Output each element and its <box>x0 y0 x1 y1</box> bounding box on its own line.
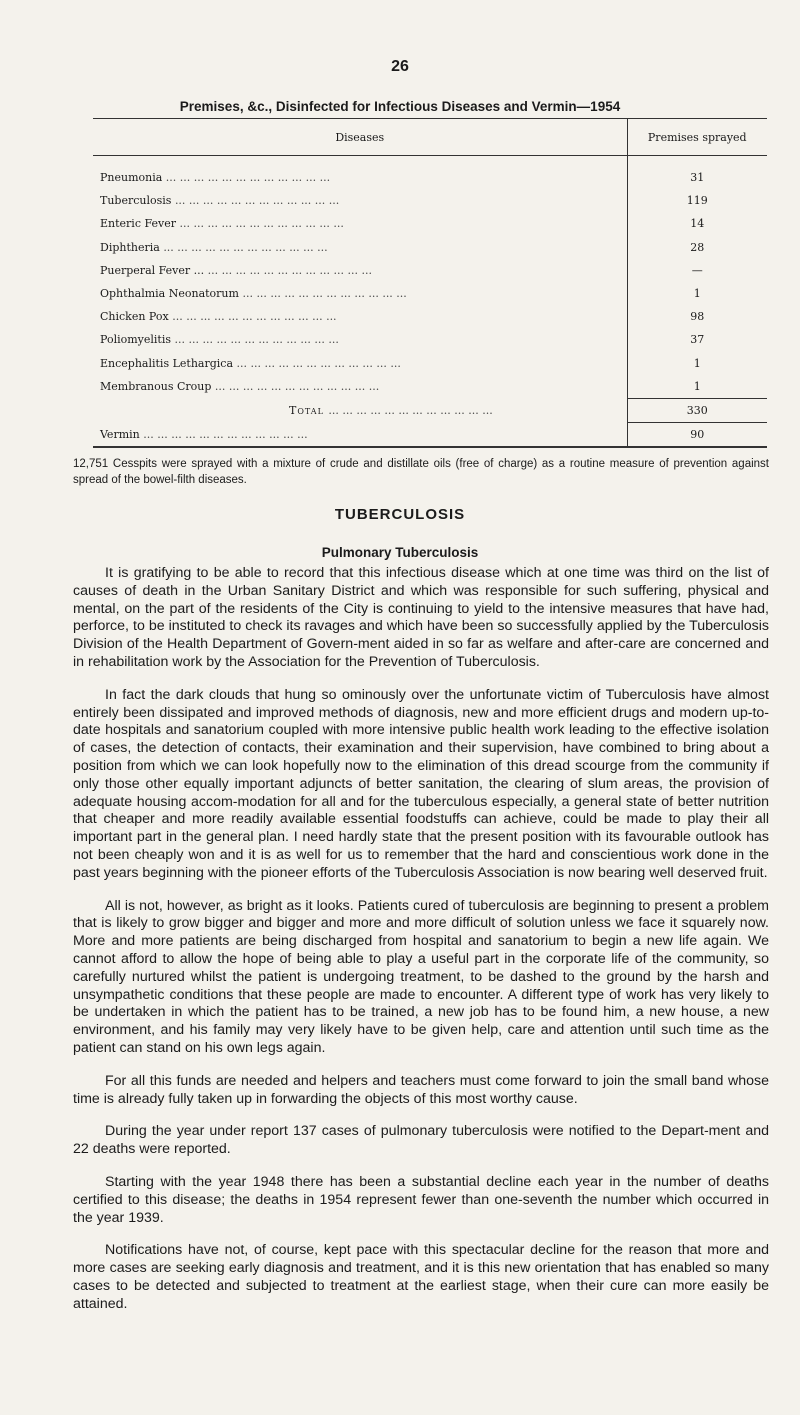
disease-name: Puerperal Fever ... <box>100 263 205 277</box>
leader-dots: ... ... ... ... ... ... ... ... ... ... ... ... <box>143 427 308 441</box>
table-row <box>93 166 767 189</box>
table-row <box>93 282 767 305</box>
premises-count: 28 <box>690 240 705 254</box>
leader-dots: ... ... ... ... ... ... ... ... ... ... ... ... <box>207 263 372 277</box>
table-header-row <box>93 119 767 156</box>
table-row <box>93 212 767 235</box>
premises-count: 119 <box>686 194 708 208</box>
premises-count: 1 <box>693 356 701 370</box>
premises-count: 98 <box>690 310 705 324</box>
leader-dots: ... ... ... ... ... ... ... ... ... ... ... ... <box>214 380 380 394</box>
paragraph: All is not, however, as bright as it looks. Patients cured of tuberculosis are beginning to present a problem that is likely to grow bigger and bigger and more and more difficult of solution unless we face it squarely now. More and more patients are being discharged from hospital and sanatorium to begin a new life again. We cannot afford to allow the hope of being able to play a useful part in the corporate life of the community, so carefully nurtured whilst the patient is undergoing treatment, to be dashed to the ground by the harsh and unsympathetic conditions that these people are made to encounter. A different type of work has very likely to be undertaken in which the patient has to be trained, a new job has to be found him, a new house, a new environment, and his family may very likely have to be given help, care and attention until such time as the patient can stand on his own legs again. <box>73 897 769 1056</box>
leader-dots: ... ... ... ... ... ... ... ... ... ... ... ... <box>165 171 331 185</box>
body-text <box>73 565 769 1328</box>
table-row <box>93 305 767 328</box>
disease-name: Chicken Pox <box>100 310 169 324</box>
disease-name: Poliomyelitis <box>100 333 172 347</box>
subsection-heading: Pulmonary Tuberculosis <box>321 545 479 560</box>
disease-name: Diphtheria <box>100 240 160 254</box>
header-premises-sprayed: Premises sprayed <box>647 130 747 144</box>
paragraph: It is gratifying to be able to record that this infectious disease which at one time was third on the list of causes of death in the Urban Sanitary District and which was responsible for such suffering, physical and mental, on the part of the residents of the City is continuing to yield to the intensive measures that have had, perforce, to be instituted to check its ravages and which have been so successfully applied by the Tuberculosis Division of the Health Department of Govern-ment aided in so far as welfare and after-care are concerned and in rehabilitation work by the Association for the Prevention of Tuberculosis. <box>73 565 769 670</box>
premises-count: 1 <box>693 287 701 301</box>
leader-dots: ... ... ... ... ... ... ... ... ... ... ... ... <box>163 240 328 254</box>
disease-name: Pneumonia <box>100 171 163 185</box>
disease-name: Encephalitis Lethargica <box>100 356 233 370</box>
leader-dots: ... ... ... ... ... ... ... ... ... ... ... ... <box>172 310 337 324</box>
table-row <box>93 189 767 212</box>
leader-dots: ... ... ... ... ... ... ... ... ... ... ... ... <box>242 287 407 301</box>
paragraph: Starting with the year 1948 there has been a substantial decline each year in the number of deaths certified to this disease; the deaths in 1954 represent fewer than one-seventh the number which occurred in the year 1939. <box>73 1173 769 1226</box>
premises-count: 14 <box>690 217 705 231</box>
table-row <box>93 375 767 399</box>
total-label: Total <box>289 403 324 417</box>
total-value: 330 <box>627 398 767 422</box>
section-heading: TUBERCULOSIS <box>334 506 466 523</box>
disease-name: Membranous Croup <box>100 380 212 394</box>
paragraph: During the year under report 137 cases of pulmonary tuberculosis were notified to the Depart-ment and 22 deaths were reported. <box>73 1123 769 1158</box>
leader-dots: ... ... ... ... ... ... ... ... ... ... ... ... <box>174 333 339 347</box>
page-number: 26 <box>391 58 409 75</box>
vermin-row <box>93 423 767 448</box>
disinfection-table <box>93 118 767 448</box>
premises-count: — <box>691 263 703 277</box>
paragraph: Notifications have not, of course, kept pace with this spectacular decline for the reason that more and more cases are seeking early diagnosis and treatment, and it is this new orientation that has enabled so many cases to be detected and subjected to treatment at the earliest stage, when their cure can more easily be attained. <box>73 1242 769 1312</box>
vermin-value: 90 <box>627 423 767 448</box>
header-diseases: Diseases <box>93 119 627 156</box>
premises-count: 1 <box>693 379 701 393</box>
table-row <box>93 352 767 375</box>
disease-name: Enteric Fever <box>100 217 177 231</box>
table-row <box>93 328 767 351</box>
disease-name: Tuberculosis <box>100 194 172 208</box>
leader-dots: ... ... ... ... ... ... ... ... ... ... ... ... <box>236 356 401 370</box>
cesspit-note: 12,751 Cesspits were sprayed with a mixture of crude and distillate oils (free of charge) as a routine measure of prevention against spread of the bowel-filth diseases. <box>73 458 769 486</box>
table-row <box>93 236 767 259</box>
table-row <box>93 259 767 282</box>
total-row <box>93 398 767 422</box>
disease-name: Ophthalmia Neonatorum <box>100 287 239 301</box>
leader-dots: ... ... ... ... ... ... ... ... ... ... ... ... <box>179 217 344 231</box>
table-title: Premises, &c., Disinfected for Infectious Diseases and Vermin—1954 <box>179 99 621 114</box>
vermin-label: Vermin <box>100 427 140 441</box>
paragraph: In fact the dark clouds that hung so ominously over the unfortunate victim of Tuberculosis have almost entirely been dissipated and improved methods of diagnosis, new and more efficient drugs and modern up-to-date hospitals and sanatorium coupled with more intensive public health work leading to the effective isolation of cases, the detection of contacts, their examination and their supervision, have combined to bring about a position from which we can look hopefully now to the elimination of this dread scourge from the community if only those other equally important adjuncts of better sanitation, the clearing of slum areas, the provision of adequate housing accom-modation for all and for the tuberculous especially, a general state of better nutrition that cheaper and more readily available essential foodstuffs can achieve, could be made to play their all important part in the general plan. I need hardly state that the present position with its favourable outlook has not been cheaply won and it is as well for us to remember that the hard and conscientious work done in the past years beginning with the pioneer efforts of the Tuberculosis Association is now bearing well deserved fruit. <box>73 686 769 881</box>
premises-count: 37 <box>690 333 705 347</box>
paragraph: For all this funds are needed and helpers and teachers must come forward to join the small band whose time is already fully taken up in forwarding the objects of this most worthy cause. <box>73 1072 769 1107</box>
leader-dots: ... ... ... ... ... ... ... ... ... ... ... ... <box>328 403 493 417</box>
leader-dots: ... ... ... ... ... ... ... ... ... ... ... ... <box>174 194 340 208</box>
premises-count: 31 <box>690 171 705 185</box>
